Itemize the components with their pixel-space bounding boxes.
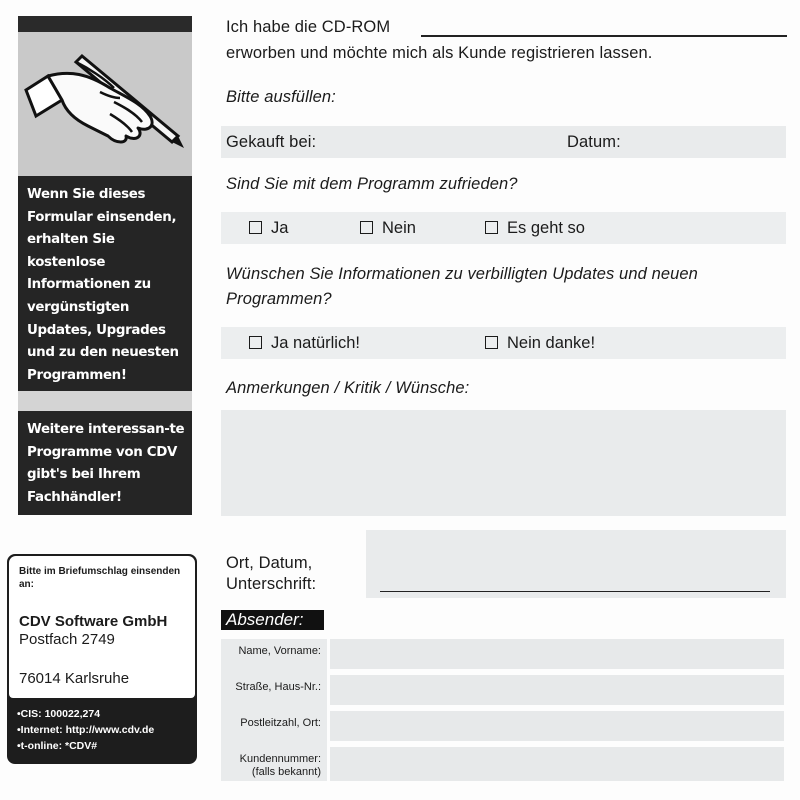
divider [18, 391, 192, 411]
retailer-text: Weitere interessan-te Programme von CDV gibt's bei Ihrem Fachhändler! [27, 422, 185, 505]
checkbox-icon[interactable] [360, 221, 373, 234]
checkbox-icon[interactable] [249, 336, 262, 349]
updates-question-line2: Programmen? [226, 290, 332, 308]
customer-number-sublabel: (falls bekannt) [251, 766, 321, 778]
option-no[interactable]: Nein [360, 219, 416, 238]
customer-number-label: Kundennummer: [239, 753, 321, 765]
fill-in-heading: Bitte ausfüllen: [226, 88, 336, 106]
updates-question-line1: Wünschen Sie Informationen zu verbilligten Updates und neuen [226, 265, 698, 283]
cd-rom-title-field[interactable] [421, 35, 787, 37]
checkbox-icon[interactable] [249, 221, 262, 234]
name-field[interactable] [330, 639, 784, 669]
hand-writing-icon [18, 32, 192, 176]
contact-t-online: •t-online: *CDV# [17, 740, 98, 752]
satisfaction-options [221, 212, 786, 244]
mailing-note: Bitte im Briefumschlag einsenden an: [19, 566, 181, 590]
company-name: CDV Software GmbH [19, 613, 168, 630]
postal-code-field[interactable] [330, 711, 784, 741]
intro-text-start: Ich habe die CD-ROM [226, 18, 391, 36]
checkbox-icon[interactable] [485, 336, 498, 349]
updates-options [221, 327, 786, 359]
customer-number-field[interactable] [330, 747, 784, 781]
date-label: Datum: [567, 133, 621, 151]
po-box: Postfach 2749 [19, 631, 115, 648]
name-label: Name, Vorname: [238, 645, 321, 657]
street-label: Straße, Haus-Nr.: [235, 681, 321, 693]
comments-heading: Anmerkungen / Kritik / Wünsche: [226, 379, 470, 397]
postal-code-label: Postleitzahl, Ort: [240, 717, 321, 729]
sender-heading: Absender: [226, 610, 304, 629]
signature-label-line2: Unterschrift: [226, 575, 317, 593]
signature-line [380, 591, 770, 592]
option-yes[interactable]: Ja [249, 219, 288, 238]
purchase-field[interactable] [221, 126, 786, 158]
retailer-box [18, 411, 192, 515]
place-date-label-line1: Ort, Datum, [226, 554, 313, 572]
option-so-so[interactable]: Es geht so [485, 219, 585, 238]
intro-text-end: erworben und möchte mich als Kunde registrieren lassen. [226, 44, 653, 62]
comments-field[interactable] [221, 410, 786, 516]
promo-box [18, 176, 192, 391]
street-field[interactable] [330, 675, 784, 705]
postal-city: 76014 Karlsruhe [19, 670, 130, 687]
option-no-thanks[interactable]: Nein danke! [485, 334, 595, 353]
contact-cis: •CIS: 100022,274 [17, 708, 101, 720]
sidebar-top-bar [18, 16, 192, 32]
address-card [7, 554, 197, 764]
mailing-address [9, 556, 195, 698]
signature-field[interactable] [366, 530, 786, 598]
promo-text: Wenn Sie dieses Formular einsenden, erhalten Sie kostenlose Informationen zu vergünstigten Updates, Upgrades und zu den neuesten Programmen! [27, 187, 179, 383]
contact-internet: •Internet: http://www.cdv.de [17, 724, 155, 736]
satisfaction-question: Sind Sie mit dem Programm zufrieden? [226, 175, 518, 193]
bought-at-label: Gekauft bei: [226, 133, 317, 151]
hand-illustration [18, 32, 192, 176]
checkbox-icon[interactable] [485, 221, 498, 234]
option-yes-of-course[interactable]: Ja natürlich! [249, 334, 360, 353]
